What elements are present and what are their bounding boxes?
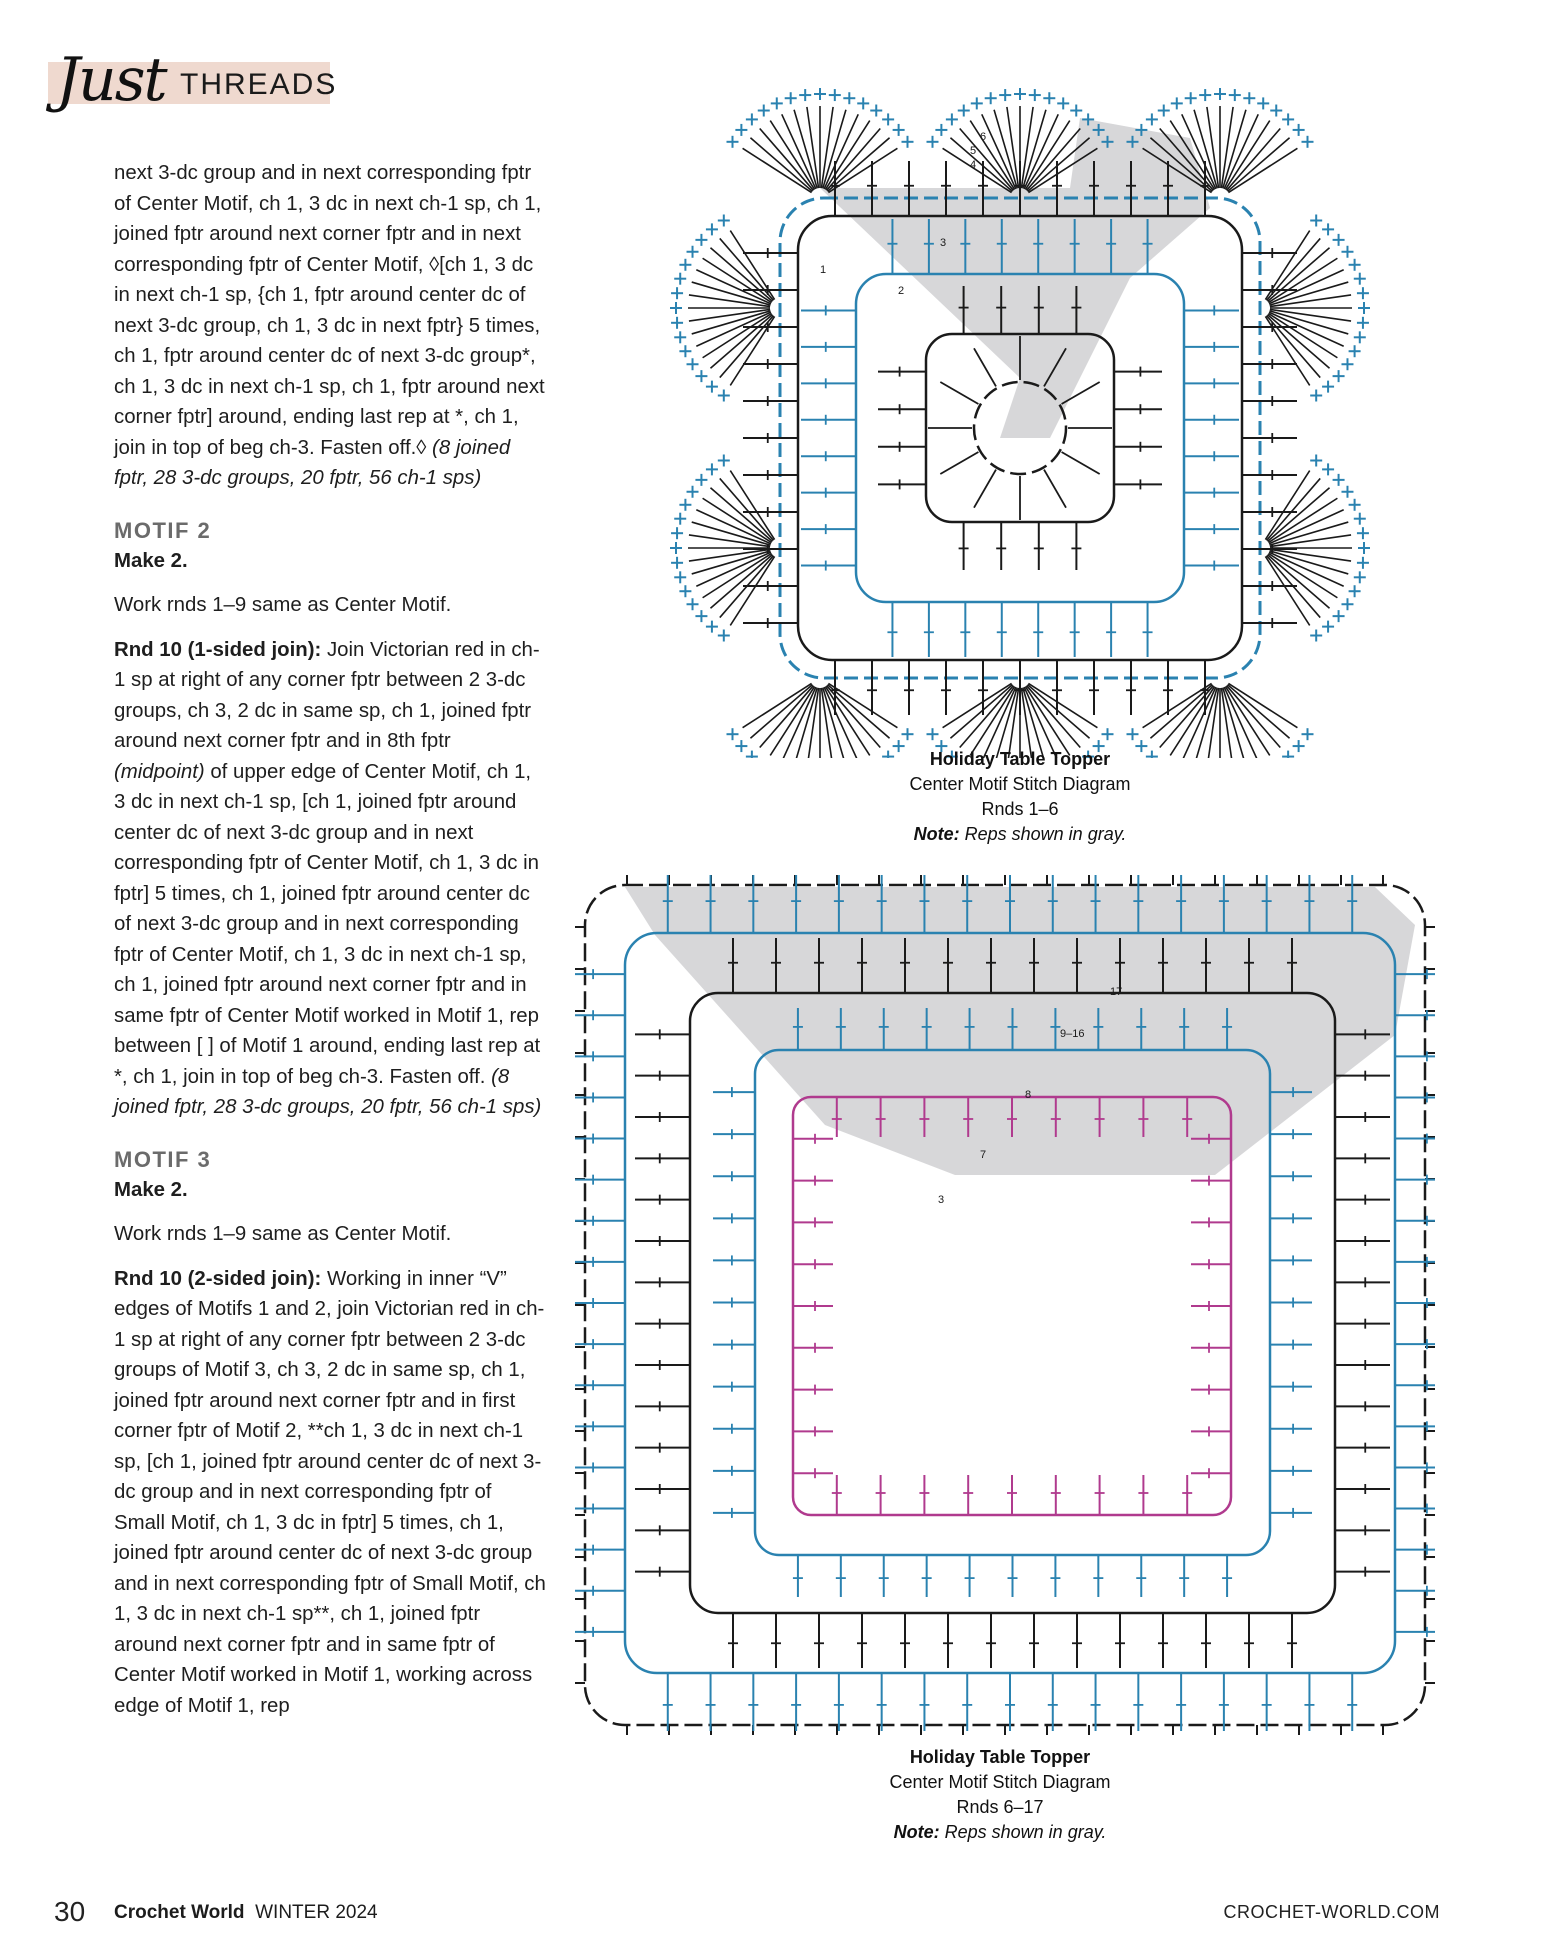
motif2-heading: MOTIF 2 — [114, 517, 212, 543]
section-header — [48, 45, 338, 115]
petal-stitch — [1150, 685, 1212, 739]
round-label-4: 4 — [970, 159, 977, 171]
issue-date: WINTER 2024 — [255, 1902, 378, 1923]
petal-stitch — [950, 685, 1012, 739]
note-label: Note: — [893, 1822, 940, 1842]
petal-stitch — [710, 248, 772, 302]
round-label-8: 8 — [1025, 1089, 1032, 1101]
petal-stitch — [943, 148, 1012, 192]
rnd2-spoke — [1044, 470, 1066, 508]
motif3-work: Work rnds 1–9 same as Center Motif. — [114, 1223, 452, 1245]
rnd2-spoke — [974, 348, 996, 386]
petal-stitch — [1227, 128, 1281, 190]
petal-stitch — [807, 688, 819, 758]
petal-stitch — [730, 471, 774, 540]
note-label: Note: — [913, 824, 960, 844]
petal-stitch — [960, 686, 1014, 748]
petal-stitch — [720, 478, 774, 540]
petal-stitch — [1207, 688, 1219, 758]
petal-stitch — [1228, 685, 1290, 739]
petal-stitch — [1268, 248, 1330, 302]
paragraph-text: Join Victorian red in ch-1 sp at right of any corner fptr between 2 3-dc groups, ch 3, 2 dc in same sp, ch 1, joined fptr around next corner fptr and in 8th fptr — [114, 638, 540, 752]
rnd2-spoke — [974, 470, 996, 508]
pattern-text-column — [114, 158, 546, 1735]
petal-stitch — [1028, 683, 1097, 727]
diagram1-title: Holiday Table Topper — [929, 749, 1111, 769]
petal-stitch — [710, 315, 772, 369]
diagram2-caption — [820, 1745, 1180, 1845]
repeat-gray-area — [625, 887, 1415, 1175]
diagram2-note — [820, 1820, 1180, 1845]
round-label-7: 7 — [980, 1149, 987, 1161]
stitch-diagram-rnds-1-6 — [670, 78, 1370, 758]
motif3-make: Make 2. — [114, 1178, 188, 1201]
petal-stitch — [1267, 478, 1321, 540]
round-label-5: 5 — [970, 145, 977, 157]
round-label-2: 2 — [898, 285, 905, 297]
petal-stitch — [960, 128, 1014, 190]
stitch-count: (8 joined fptr, 28 3-dc groups, 20 fptr, 56 ch-1 sps) — [114, 1065, 542, 1118]
diagram1-subtitle: Center Motif Stitch Diagram — [909, 774, 1131, 794]
petal-stitch — [760, 128, 814, 190]
petal-stitch — [1267, 238, 1321, 300]
petal-stitch — [1027, 686, 1081, 748]
petal-stitch — [760, 686, 814, 748]
motif2-rnd10 — [114, 635, 546, 1123]
petal-stitch — [1221, 688, 1233, 758]
rnd2-spoke — [940, 382, 978, 404]
petal-stitch — [750, 685, 812, 739]
motif2-work: Work rnds 1–9 same as Center Motif. — [114, 594, 452, 616]
diagram1-caption — [840, 747, 1200, 847]
round-label-17: 17 — [1110, 986, 1123, 998]
petal-stitch — [828, 138, 890, 192]
round-label: Rnd 10 (1-sided join): — [114, 638, 322, 661]
website-url: CROCHET-WORLD.COM — [1223, 1902, 1440, 1922]
page-number: 30 — [54, 1896, 86, 1927]
diagram1-note — [840, 822, 1200, 847]
rnd2-spoke — [940, 452, 978, 474]
motif3-heading: MOTIF 3 — [114, 1146, 212, 1172]
petal-stitch — [1028, 685, 1090, 739]
note-text: Reps shown in gray. — [959, 824, 1127, 844]
petal-stitch — [828, 685, 890, 739]
round-label: Rnd 10 (2-sided join): — [114, 1267, 322, 1290]
brand-caps: THREADS — [180, 68, 338, 101]
petal-stitch — [1268, 315, 1330, 369]
diagram2-title: Holiday Table Topper — [909, 1747, 1091, 1767]
paragraph-text: Working in inner “V” edges of Motifs 1 and 2, join Victorian red in ch-1 sp at right of any corner fptr between 2 3-dc groups of Motif 3, ch 3, 2 dc in same sp, ch 1, joined fptr around next corner fptr and in first corner fptr of Motif 2, **ch 1, 3 dc in next ch-1 sp, [ch 1, joined fptr around center dc of next 3-dc group and in next corresponding fptr of Small Motif, ch 1, 3 dc in fptr] 5 times, ch 1, joined fptr around center dc of next 3-dc group and in next corresponding fptr of Small Motif, ch 1, 3 dc in next ch-1 sp**, ch 1, joined fptr around next corner fptr and in same fptr of Center Motif worked in Motif 1, working across edge of Motif 1, rep — [114, 1267, 546, 1717]
diagram1-rnds: Rnds 1–6 — [981, 799, 1059, 819]
petal-stitch — [710, 488, 772, 542]
diagram2-rnds: Rnds 6–17 — [956, 1797, 1044, 1817]
petal-stitch — [943, 683, 1012, 727]
paragraph-text: of upper edge of Center Motif, ch 1, 3 dc in next ch-1 sp, [ch 1, joined fptr around center dc of next 3-dc group and in next corresponding fptr of Center Motif, ch 1, 3 dc in fptr] 5 times, ch 1, joined fptr around center dc of next 3-dc group and in next corresponding fptr of Center Motif, ch 1, 3 dc in next ch-1 sp, ch 1, joined fptr around next corner fptr and in same fptr of Center Motif worked in Motif 1, rep between [ ] of Motif 1 around, ending last rep at *, ch 1, join in top of beg ch-3. Fasten off. — [114, 760, 541, 1088]
magazine-issue — [114, 1902, 378, 1924]
round-label-9–16: 9–16 — [1060, 1028, 1085, 1040]
petal-stitch — [720, 238, 774, 300]
stitch-count: (8 joined fptr, 28 3-dc groups, 20 fptr, 56 ch-1 sps) — [114, 436, 511, 489]
stitch-diagram-rnds-6-17 — [575, 875, 1435, 1735]
petal-stitch — [1228, 138, 1290, 192]
petal-stitch — [821, 688, 833, 758]
petal-stitch — [743, 683, 812, 727]
rnd2-spoke — [1062, 452, 1100, 474]
round-label-3: 3 — [940, 237, 947, 249]
brand-script: Just — [56, 45, 166, 115]
petal-stitch — [1268, 555, 1330, 609]
round-label-1: 1 — [820, 264, 827, 276]
petal-stitch — [1228, 683, 1297, 727]
paragraph-motif1-end — [114, 158, 546, 494]
petal-stitch — [750, 138, 812, 192]
petal-stitch — [720, 316, 774, 378]
petal-stitch — [710, 555, 772, 609]
petal-stitch — [1228, 148, 1297, 192]
round-label-6: 6 — [980, 131, 987, 143]
petal-stitch — [1268, 488, 1330, 542]
motif2-make: Make 2. — [114, 549, 188, 572]
motif3-rnd10 — [114, 1264, 546, 1722]
round-label-3: 3 — [938, 1194, 945, 1206]
petal-stitch — [1265, 471, 1309, 540]
petal-stitch — [1267, 316, 1321, 378]
midpoint-note: (midpoint) — [114, 760, 205, 783]
paragraph-text: next 3-dc group and in next corresponding fptr of Center Motif, ch 1, 3 dc in next ch-1 sp, ch 1, joined fptr around next corner fptr and in next corresponding fptr of Center Motif, ◊[ch 1, 3 dc in next ch-1 sp, {ch 1, fptr around center dc of next 3-dc group, ch 1, 3 dc in next fptr} 5 times, ch 1, fptr around center dc of next 3-dc group*, ch 1, 3 dc in next ch-1 sp, ch 1, fptr around next corner fptr] around, ending last rep at *, ch 1, join in top of beg ch-3. Fasten off.◊ — [114, 162, 545, 459]
petal-stitch — [1227, 686, 1281, 748]
magazine-name: Crochet World — [114, 1902, 245, 1923]
diagram2-subtitle: Center Motif Stitch Diagram — [889, 1772, 1111, 1792]
note-text: Reps shown in gray. — [939, 1822, 1107, 1842]
petal-stitch — [743, 148, 812, 192]
petal-stitch — [950, 138, 1012, 192]
